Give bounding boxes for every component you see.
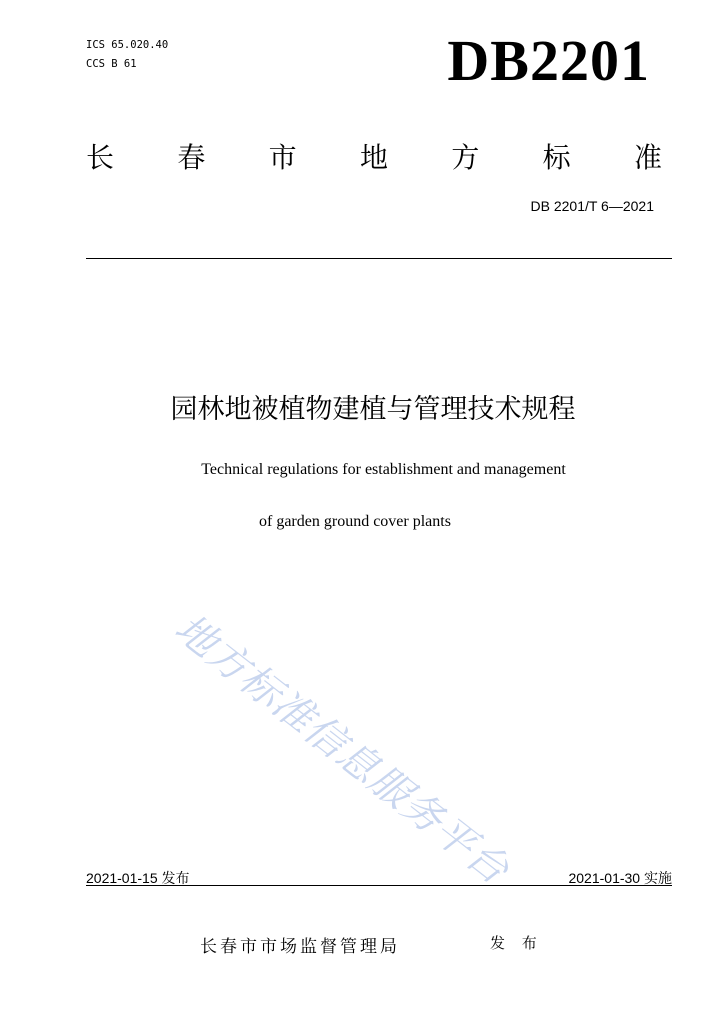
bottom-divider [86,885,672,886]
standard-level-char: 地 [359,141,388,174]
watermark: 地方标准信息服务平台 [166,605,518,894]
standard-number: DB 2201/T 6—2021 [530,198,654,214]
issue-date: 2021-01-15 发布 [86,870,190,886]
top-divider [86,258,672,259]
doc-code: DB2201 [447,28,650,93]
title-english-line1: Technical regulations for establishment and management [201,461,566,478]
standard-level-char: 方 [451,141,480,174]
ccs-code: CCS B 61 [86,58,137,70]
publish-label: 发 布 [490,934,543,952]
standard-level-char: 春 [177,141,206,174]
publisher: 长春市市场监督管理局 [200,937,400,957]
classification-codes [86,36,168,74]
title-chinese: 园林地被植物建植与管理技术规程 [170,394,576,425]
title-english-line2: of garden ground cover plants [259,513,451,530]
implementation-date: 2021-01-30 实施 [568,870,672,886]
standard-level-char: 标 [542,141,571,174]
standard-level-char: 市 [268,141,297,174]
ics-code: ICS 65.020.40 [86,39,169,51]
standard-level [86,140,662,176]
standard-level-char: 长 [86,141,115,174]
standard-level-char: 准 [633,141,662,174]
